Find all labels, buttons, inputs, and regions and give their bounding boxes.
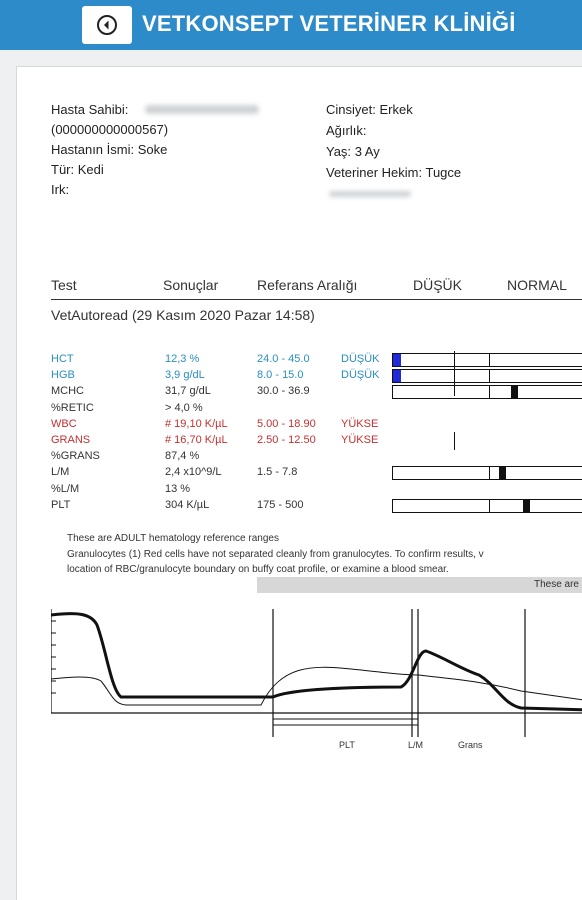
test-flag: YÜKSE <box>341 417 379 430</box>
redacted-line <box>329 191 411 197</box>
test-value: 2,4 x10^9/L <box>165 466 222 479</box>
test-value: 12,3 % <box>165 353 200 365</box>
col-test: Test <box>51 277 77 293</box>
col-results: Sonuçlar <box>163 277 219 293</box>
test-name: PLT <box>51 498 71 511</box>
value-marker <box>523 500 530 512</box>
age-value: 3 Ay <box>354 144 380 159</box>
hist-label-plt: PLT <box>339 740 355 750</box>
test-reference: 24.0 - 45.0 <box>257 353 310 365</box>
value-marker <box>511 386 518 398</box>
vet-row <box>326 165 461 180</box>
result-row-lm <box>51 482 582 498</box>
value-marker <box>499 467 506 479</box>
test-name: L/M <box>51 466 70 479</box>
owner-label: Hasta Sahibi: <box>51 102 129 117</box>
test-name: MCHC <box>51 385 84 398</box>
test-reference: 1.5 - 7.8 <box>257 466 298 479</box>
low-marker <box>393 370 401 382</box>
results-table-header <box>51 276 582 300</box>
test-value: 31,7 g/dL <box>165 385 211 398</box>
result-row-mchc <box>51 384 582 400</box>
test-value: 3,9 g/dL <box>165 369 205 382</box>
age-label: Yaş: <box>326 144 352 159</box>
gender-row <box>326 102 413 117</box>
test-value: # 19,10 K/µL <box>165 417 228 430</box>
range-bar-divider <box>489 353 490 367</box>
low-marker <box>393 354 401 366</box>
patient-name-label: Hastanın İsmi: <box>51 142 135 157</box>
species-label: Tür: <box>51 162 75 177</box>
range-bar <box>392 369 582 383</box>
test-name: %RETIC <box>51 401 94 414</box>
test-flag: YÜKSE <box>341 434 379 446</box>
result-row-hgb <box>51 368 582 384</box>
result-row-lm <box>51 465 582 481</box>
range-bar <box>392 385 582 399</box>
vet-label: Veteriner Hekim: <box>326 165 423 180</box>
test-value: > 4,0 % <box>165 401 203 414</box>
run-title: VetAutoread (29 Kasım 2020 Pazar 14:58) <box>51 307 315 323</box>
note-banner <box>257 577 582 593</box>
buffy-coat-histogram <box>51 609 582 759</box>
range-bar <box>392 353 582 367</box>
result-row-hct <box>51 352 582 368</box>
test-reference: 8.0 - 15.0 <box>257 369 304 382</box>
breed-label: Irk: <box>51 182 70 197</box>
result-row-wbc <box>51 417 582 433</box>
back-button[interactable] <box>82 6 132 44</box>
note-banner-text: These are <box>533 579 579 590</box>
gender-value: Erkek <box>379 102 413 117</box>
result-row-retic <box>51 401 582 417</box>
test-reference: 2.50 - 12.50 <box>257 434 316 446</box>
note-adult-ranges: These are ADULT hematology reference ranges <box>67 533 279 544</box>
species-value: Kedi <box>77 162 104 177</box>
vet-value: Tugce <box>425 165 462 180</box>
hist-label-grans: Grans <box>458 740 483 750</box>
test-value: 87,4 % <box>165 450 200 463</box>
col-reference: Referans Aralığı <box>257 277 358 293</box>
range-bar-divider <box>489 499 490 513</box>
test-name: HCT <box>51 353 74 365</box>
hist-label-lm: L/M <box>408 740 424 750</box>
test-value: # 16,70 K/µL <box>165 434 228 446</box>
test-name: GRANS <box>51 434 91 446</box>
note-granulocytes: Granulocytes (1) Red cells have not separated cleanly from granulocytes. To confirm results, v <box>67 549 484 560</box>
range-bar <box>392 466 582 480</box>
app-title: VETKONSEPT VETERİNER KLİNİĞİ <box>142 11 516 36</box>
test-value: 13 % <box>165 482 191 495</box>
owner-name-redacted <box>145 105 259 114</box>
note-buffy-coat: location of RBC/granulocyte boundary on buffy coat profile, or examine a blood smear. <box>67 564 449 575</box>
test-reference: 30.0 - 36.9 <box>257 385 310 398</box>
owner-row <box>51 102 128 117</box>
patient-name: Soke <box>137 142 168 157</box>
test-reference: 5.00 - 18.90 <box>257 417 316 430</box>
result-row-grans <box>51 433 582 449</box>
range-bar-divider <box>489 369 490 383</box>
hist-sample-curve <box>51 614 582 710</box>
range-bar-divider <box>489 466 490 480</box>
range-bar <box>392 499 582 513</box>
gender-label: Cinsiyet: <box>326 102 376 117</box>
weight-label: Ağırlık: <box>326 123 367 138</box>
test-name: %GRANS <box>51 450 100 463</box>
test-flag: DÜŞÜK <box>341 353 380 365</box>
col-normal: NORMAL <box>507 277 567 293</box>
test-flag: DÜŞÜK <box>341 369 380 382</box>
lab-report[interactable] <box>16 66 582 900</box>
hist-baseline-curve <box>51 667 582 705</box>
range-bar-divider <box>489 385 490 399</box>
result-row-plt <box>51 498 582 514</box>
age-row <box>326 144 380 159</box>
test-value: 304 K/µL <box>165 498 210 511</box>
test-reference: 175 - 500 <box>257 498 304 511</box>
back-circle-icon <box>96 14 118 36</box>
test-name: HGB <box>51 369 75 382</box>
test-name: %L/M <box>51 482 80 495</box>
col-low: DÜŞÜK <box>413 277 463 293</box>
patient-name-row <box>51 142 167 157</box>
owner-id: (000000000000567) <box>51 122 169 137</box>
hist-ticks <box>51 621 56 693</box>
app-header <box>0 0 582 50</box>
result-row-grans <box>51 449 582 465</box>
species-row <box>51 162 104 177</box>
test-name: WBC <box>51 417 77 430</box>
